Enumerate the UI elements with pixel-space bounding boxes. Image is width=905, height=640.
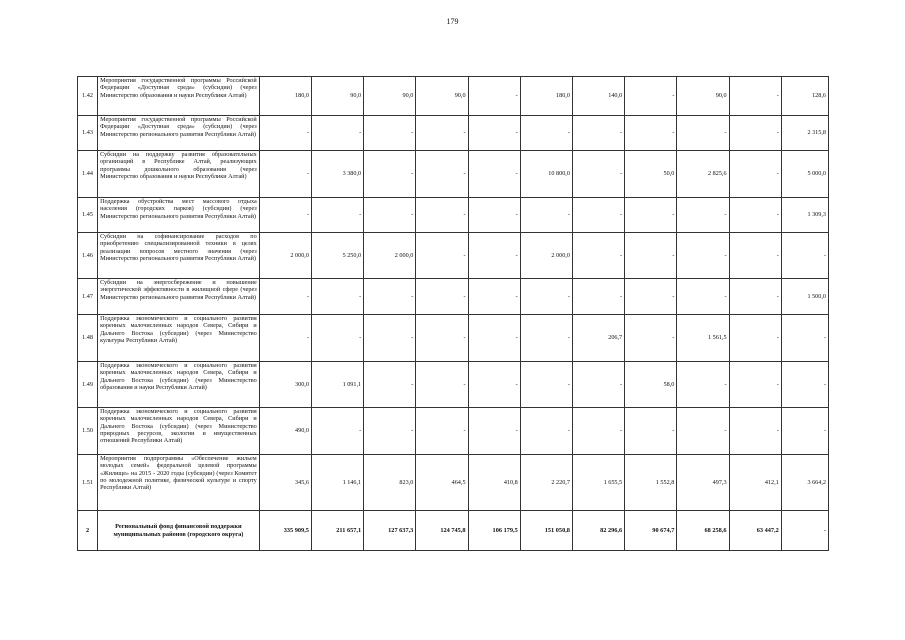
value-cell: - [520,408,572,455]
value-cell: 90,0 [677,77,729,116]
row-description: Поддержка обустройства мест массового отдыха населения (городских парков) (субсидии) (через Министерство регионального развития Республики Алтай) [98,198,260,233]
table-body [78,77,829,551]
value-cell: - [364,151,416,198]
total-row [78,511,829,551]
value-cell: - [729,233,781,279]
value-cell: - [468,116,520,151]
value-cell: - [468,77,520,116]
value-cell: 2 000,0 [259,233,311,279]
value-cell: 127 637,3 [364,511,416,551]
row-description: Поддержка экономического и социального развития коренных малочисленных народов Севера, Сибири и Дальнего Востока (субсидии) (через Министерство культуры Республики Алтай) [98,315,260,362]
value-cell: 63 447,2 [729,511,781,551]
value-cell: 823,0 [364,455,416,511]
value-cell: - [729,116,781,151]
value-cell: - [468,279,520,315]
row-number: 1.44 [78,151,98,198]
value-cell: - [520,362,572,408]
value-cell: - [364,116,416,151]
value-cell: 5 250,0 [311,233,363,279]
value-cell: - [781,511,828,551]
row-description: Поддержка экономического и социального развития коренных малочисленных народов Севера, Сибири и Дальнего Востока (субсидии) (через Министерство образования и науки Республики Алтай) [98,362,260,408]
value-cell: - [729,315,781,362]
value-cell: - [677,116,729,151]
value-cell: - [259,315,311,362]
value-cell: - [625,233,677,279]
value-cell: - [416,362,468,408]
value-cell: 90 674,7 [625,511,677,551]
budget-table [77,76,829,551]
value-cell: 82 296,6 [572,511,624,551]
row-description: Субсидии на поддержку развития образовательных организаций в Республике Алтай, реализующих программы дошкольного образования (через Министерство образования и науки Республики Алтай) [98,151,260,198]
value-cell: - [416,116,468,151]
value-cell: - [259,151,311,198]
value-cell: 206,7 [572,315,624,362]
value-cell: - [520,198,572,233]
table-row [78,77,829,116]
value-cell: - [468,408,520,455]
table-row [78,279,829,315]
value-cell: - [572,116,624,151]
value-cell: 90,0 [364,77,416,116]
value-cell: 2 825,6 [677,151,729,198]
value-cell: - [364,198,416,233]
table-row [78,116,829,151]
value-cell: 90,0 [416,77,468,116]
value-cell: - [311,408,363,455]
value-cell: 1 091,1 [311,362,363,408]
row-number: 1.45 [78,198,98,233]
value-cell: 180,0 [520,77,572,116]
value-cell: 1 561,5 [677,315,729,362]
value-cell: - [729,362,781,408]
row-number: 1.46 [78,233,98,279]
row-number: 1.50 [78,408,98,455]
row-number: 1.49 [78,362,98,408]
row-description: Мероприятия государственной программы Российской Федерации «Доступная среда» (субсидии) (через Министерство регионального развития Республики Алтай) [98,116,260,151]
value-cell: - [311,116,363,151]
value-cell: - [520,315,572,362]
row-description: Поддержка экономического и социального развития коренных малочисленных народов Севера, Сибири и Дальнего Востока (субсидии) (через Министерство природных ресурсов, экологии и имущественных отношений Республики Алтай) [98,408,260,455]
value-cell: 1 552,8 [625,455,677,511]
value-cell: 3 664,2 [781,455,828,511]
value-cell: 1 309,3 [781,198,828,233]
value-cell: - [729,151,781,198]
value-cell: - [625,116,677,151]
value-cell: 5 000,0 [781,151,828,198]
value-cell: 497,3 [677,455,729,511]
value-cell: - [625,77,677,116]
row-description: Региональный фонд финансовой поддержки муниципальных районов (городского округа) [98,511,260,551]
value-cell: - [677,362,729,408]
value-cell: - [468,315,520,362]
row-number: 1.47 [78,279,98,315]
value-cell: - [625,198,677,233]
row-description: Мероприятия государственной программы Российской Федерации «Доступная среда» (субсидии) (через Министерство образования и науки Республики Алтай) [98,77,260,116]
value-cell: - [677,279,729,315]
value-cell: - [572,279,624,315]
value-cell: - [677,198,729,233]
row-description: Субсидии на софинансирование расходов по приобретению специализированной техники в целях реализации вопросов местного значения (через Министерство регионального развития Республики Алтай) [98,233,260,279]
row-number: 1.43 [78,116,98,151]
value-cell: 151 050,8 [520,511,572,551]
value-cell: - [364,408,416,455]
value-cell: - [416,279,468,315]
row-number: 1.42 [78,77,98,116]
value-cell: - [520,116,572,151]
row-description: Субсидии на энергосбережение и повышение энергетической эффективности в жилищной сфере (через Министерство регионального развития Республики Алтай) [98,279,260,315]
row-number: 1.48 [78,315,98,362]
value-cell: - [311,198,363,233]
table-row [78,455,829,511]
value-cell: 140,0 [572,77,624,116]
value-cell: 1 655,5 [572,455,624,511]
value-cell: - [416,151,468,198]
value-cell: 2 220,7 [520,455,572,511]
value-cell: - [625,408,677,455]
value-cell: - [729,77,781,116]
value-cell: - [729,408,781,455]
value-cell: - [781,408,828,455]
value-cell: 50,0 [625,151,677,198]
value-cell: 412,1 [729,455,781,511]
value-cell: - [259,198,311,233]
value-cell: 211 657,1 [311,511,363,551]
value-cell: - [572,408,624,455]
value-cell: 106 179,5 [468,511,520,551]
value-cell: - [729,198,781,233]
table-row [78,233,829,279]
row-description: Мероприятия подпрограммы «Обеспечение жильем молодых семей» федеральной целевой программы «Жилище» на 2015 - 2020 годы (субсидии) (через Комитет по молодежной политике, физической культуре и спорту Республики Алтай) [98,455,260,511]
value-cell: - [729,279,781,315]
value-cell: 300,0 [259,362,311,408]
value-cell: - [677,233,729,279]
value-cell: 2 000,0 [364,233,416,279]
value-cell: 1 146,1 [311,455,363,511]
table-row [78,362,829,408]
table-row [78,198,829,233]
value-cell: 10 800,0 [520,151,572,198]
row-number: 2 [78,511,98,551]
value-cell: 3 380,0 [311,151,363,198]
value-cell: - [468,362,520,408]
value-cell: - [259,279,311,315]
row-number: 1.51 [78,455,98,511]
value-cell: - [364,279,416,315]
value-cell: - [416,233,468,279]
value-cell: - [468,233,520,279]
table-row [78,408,829,455]
value-cell: - [311,315,363,362]
page-number: 179 [446,17,459,26]
value-cell: - [572,233,624,279]
value-cell: 2 000,0 [520,233,572,279]
value-cell: 2 315,8 [781,116,828,151]
value-cell: - [468,198,520,233]
value-cell: - [468,151,520,198]
value-cell: - [520,279,572,315]
value-cell: - [416,408,468,455]
value-cell: - [416,198,468,233]
value-cell: - [572,151,624,198]
value-cell: 490,0 [259,408,311,455]
value-cell: - [781,362,828,408]
value-cell: - [572,198,624,233]
value-cell: 58,0 [625,362,677,408]
value-cell: - [625,315,677,362]
value-cell: 68 258,6 [677,511,729,551]
value-cell: 128,6 [781,77,828,116]
value-cell: 90,0 [311,77,363,116]
value-cell: - [311,279,363,315]
value-cell: 335 909,5 [259,511,311,551]
value-cell: - [364,315,416,362]
value-cell: 124 745,8 [416,511,468,551]
value-cell: - [625,279,677,315]
value-cell: - [416,315,468,362]
table-row [78,151,829,198]
value-cell: - [259,116,311,151]
value-cell: 410,8 [468,455,520,511]
table-row [78,315,829,362]
value-cell: - [781,233,828,279]
value-cell: 180,0 [259,77,311,116]
value-cell: - [677,408,729,455]
value-cell: - [572,362,624,408]
value-cell: - [364,362,416,408]
value-cell: - [781,315,828,362]
value-cell: 1 500,0 [781,279,828,315]
value-cell: 345,6 [259,455,311,511]
value-cell: 464,5 [416,455,468,511]
